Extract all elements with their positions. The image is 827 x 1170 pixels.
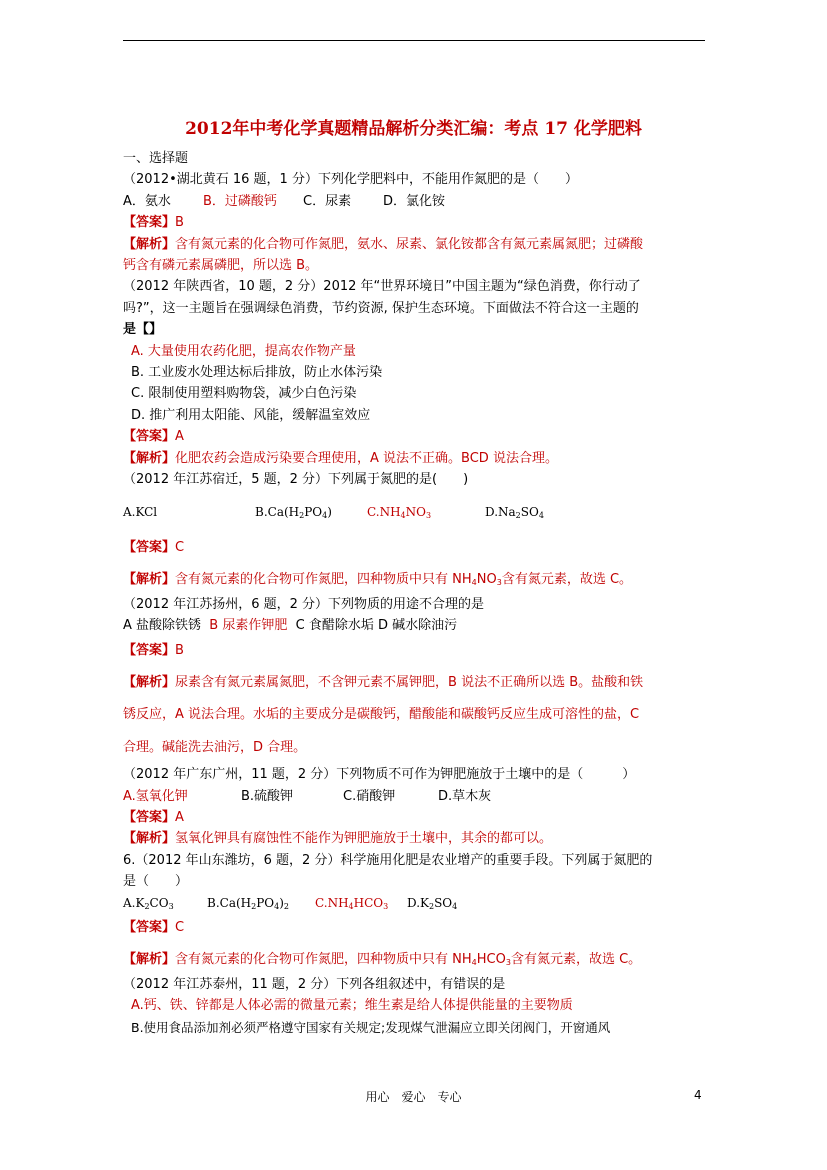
q2-analysis: 【解析】化肥农药会造成污染要合理使用，A 说法不正确。BCD 说法合理。: [123, 450, 558, 466]
q5-option-a: A.氢氧化钾: [123, 788, 188, 804]
q4-options: [123, 615, 708, 636]
q5-analysis: 【解析】氢氧化钾具有腐蚀性不能作为钾肥施放于土壤中，其余的都可以。: [123, 831, 553, 847]
header-rule: [123, 40, 705, 41]
q2-option-a: A. 大量使用农药化肥，提高农作物产量: [131, 343, 356, 359]
q3-option-a: A.KCl: [123, 504, 158, 519]
q1-option-b: B．过磷酸钙: [203, 193, 277, 209]
q1-option-a: A．氨水: [123, 193, 171, 209]
q5-option-c: C.硝酸钾: [343, 788, 396, 804]
q6-stem-cont: 是（ ）: [123, 874, 189, 890]
q6-option-d: $D.K_2SO_4$: [407, 895, 458, 911]
q1-stem: （2012•湖北黄石 16 题，1 分）下列化学肥料中，不能用作氮肥的是（ ）: [123, 172, 578, 188]
q4-analysis-end: 合理。碱能洗去油污，D 合理。: [123, 739, 307, 755]
q6-options: [123, 893, 708, 917]
q2-stem-end: 是【】: [123, 322, 163, 338]
section-heading: 一、选择题: [123, 151, 189, 166]
q5-option-b: B.硫酸钾: [241, 788, 294, 804]
q1-analysis: 【解析】含有氮元素的化合物可作氮肥，氨水、尿素、氯化铵都含有氮元素属氮肥；过磷酸: [123, 236, 644, 252]
q6-stem: 6.（2012 年山东潍坊，6 题，2 分）科学施用化肥是农业增产的重要手段。下列属于氮肥的: [123, 852, 653, 868]
q3-option-c: $C.NH_4NO_3$: [367, 504, 432, 520]
q6-answer: 【答案】C: [123, 920, 185, 935]
q3-answer: 【答案】C: [123, 539, 185, 555]
q2-stem: （2012 年陕西省，10 题，2 分）2012 年“世界环境日”中国主题为“绿色消费，你行动了: [123, 279, 641, 295]
page-number: 4: [694, 1088, 702, 1102]
q2-answer: 【答案】A: [123, 429, 184, 445]
q4-option-c: C 食醋除水垢: [295, 618, 374, 634]
q4-answer: 【答案】B: [123, 642, 184, 658]
q6-analysis: 【解析】含有氮元素的化合物可作氮肥，四种物质中只有 $NH_4HCO_3$含有氮元素，故选 C。: [123, 952, 642, 968]
q3-analysis: 【解析】含有氮元素的化合物可作氮肥，四种物质中只有 $NH_4NO_3$含有氮元素，故选 C。: [123, 572, 633, 588]
q2-stem-cont: 吗?”，这一主题旨在强调绿色消费，节约资源, 保护生态环境。下面做法不符合这一主题的: [123, 300, 639, 316]
q4-option-b: B 尿素作钾肥: [209, 618, 288, 634]
q7-stem: （2012 年江苏泰州，11 题，2 分）下列各组叙述中，有错误的是: [123, 976, 506, 992]
q3-option-b: $B.Ca(H_2PO_4)$: [255, 504, 332, 520]
q4-option-a: A 盐酸除铁锈: [123, 618, 202, 634]
q4-analysis-cont: 锈反应，A 说法合理。水垢的主要成分是碳酸钙，醋酸能和碳酸钙反应生成可溶性的盐，C: [123, 707, 640, 723]
q6-option-b: $B.Ca(H_2PO_4)_2$: [207, 895, 290, 911]
q4-option-d: D 碱水除油污: [377, 618, 458, 634]
q4-analysis: 【解析】尿素含有氮元素属氮肥，不含钾元素不属钾肥，B 说法不正确所以选 B。盐酸和铁: [123, 674, 644, 690]
q2-option-d: D. 推广利用太阳能、风能，缓解温室效应: [131, 407, 371, 423]
footer-motto: 用心 爱心 专心: [365, 1090, 462, 1104]
q7-option-b: B.使用食品添加剂必须严格遵守国家有关规定;发现煤气泄漏应立即关闭阀门，开窗通风: [131, 1019, 611, 1035]
q3-options: [123, 502, 708, 526]
q6-option-c: $C.NH_4HCO_3$: [315, 895, 389, 911]
q1-analysis-cont: 钙含有磷元素属磷肥，所以选 B。: [123, 258, 319, 274]
q2-option-b: B. 工业废水处理达标后排放，防止水体污染: [131, 365, 383, 381]
document-body: [123, 148, 708, 1038]
q5-stem: （2012 年广东广州，11 题，2 分）下列物质不可作为钾肥施放于土壤中的是（ ）: [123, 767, 636, 783]
q4-stem: （2012 年江苏扬州，6 题，2 分）下列物质的用途不合理的是: [123, 596, 485, 612]
page-title: 2012年中考化学真题精品解析分类汇编：考点 17 化学肥料: [185, 119, 642, 139]
q5-options: [123, 786, 708, 807]
q1-options: [123, 191, 708, 212]
q1-option-d: D．氯化铵: [383, 193, 446, 209]
q5-answer: 【答案】A: [123, 809, 184, 825]
q1-answer: 【答案】B: [123, 215, 184, 231]
q7-option-a: A.钙、铁、锌都是人体必需的微量元素；维生素是给人体提供能量的主要物质: [131, 998, 573, 1014]
q5-option-d: D.草木灰: [438, 788, 492, 804]
q3-stem: （2012 年江苏宿迁，5 题，2 分）下列属于氮肥的是( ): [123, 472, 469, 488]
q2-option-c: C. 限制使用塑料购物袋，减少白色污染: [131, 386, 357, 402]
q3-option-d: $D.Na_2SO_4$: [485, 504, 544, 520]
q6-option-a: $A.K_2CO_3$: [123, 895, 174, 911]
q1-option-c: C．尿素: [303, 193, 352, 209]
